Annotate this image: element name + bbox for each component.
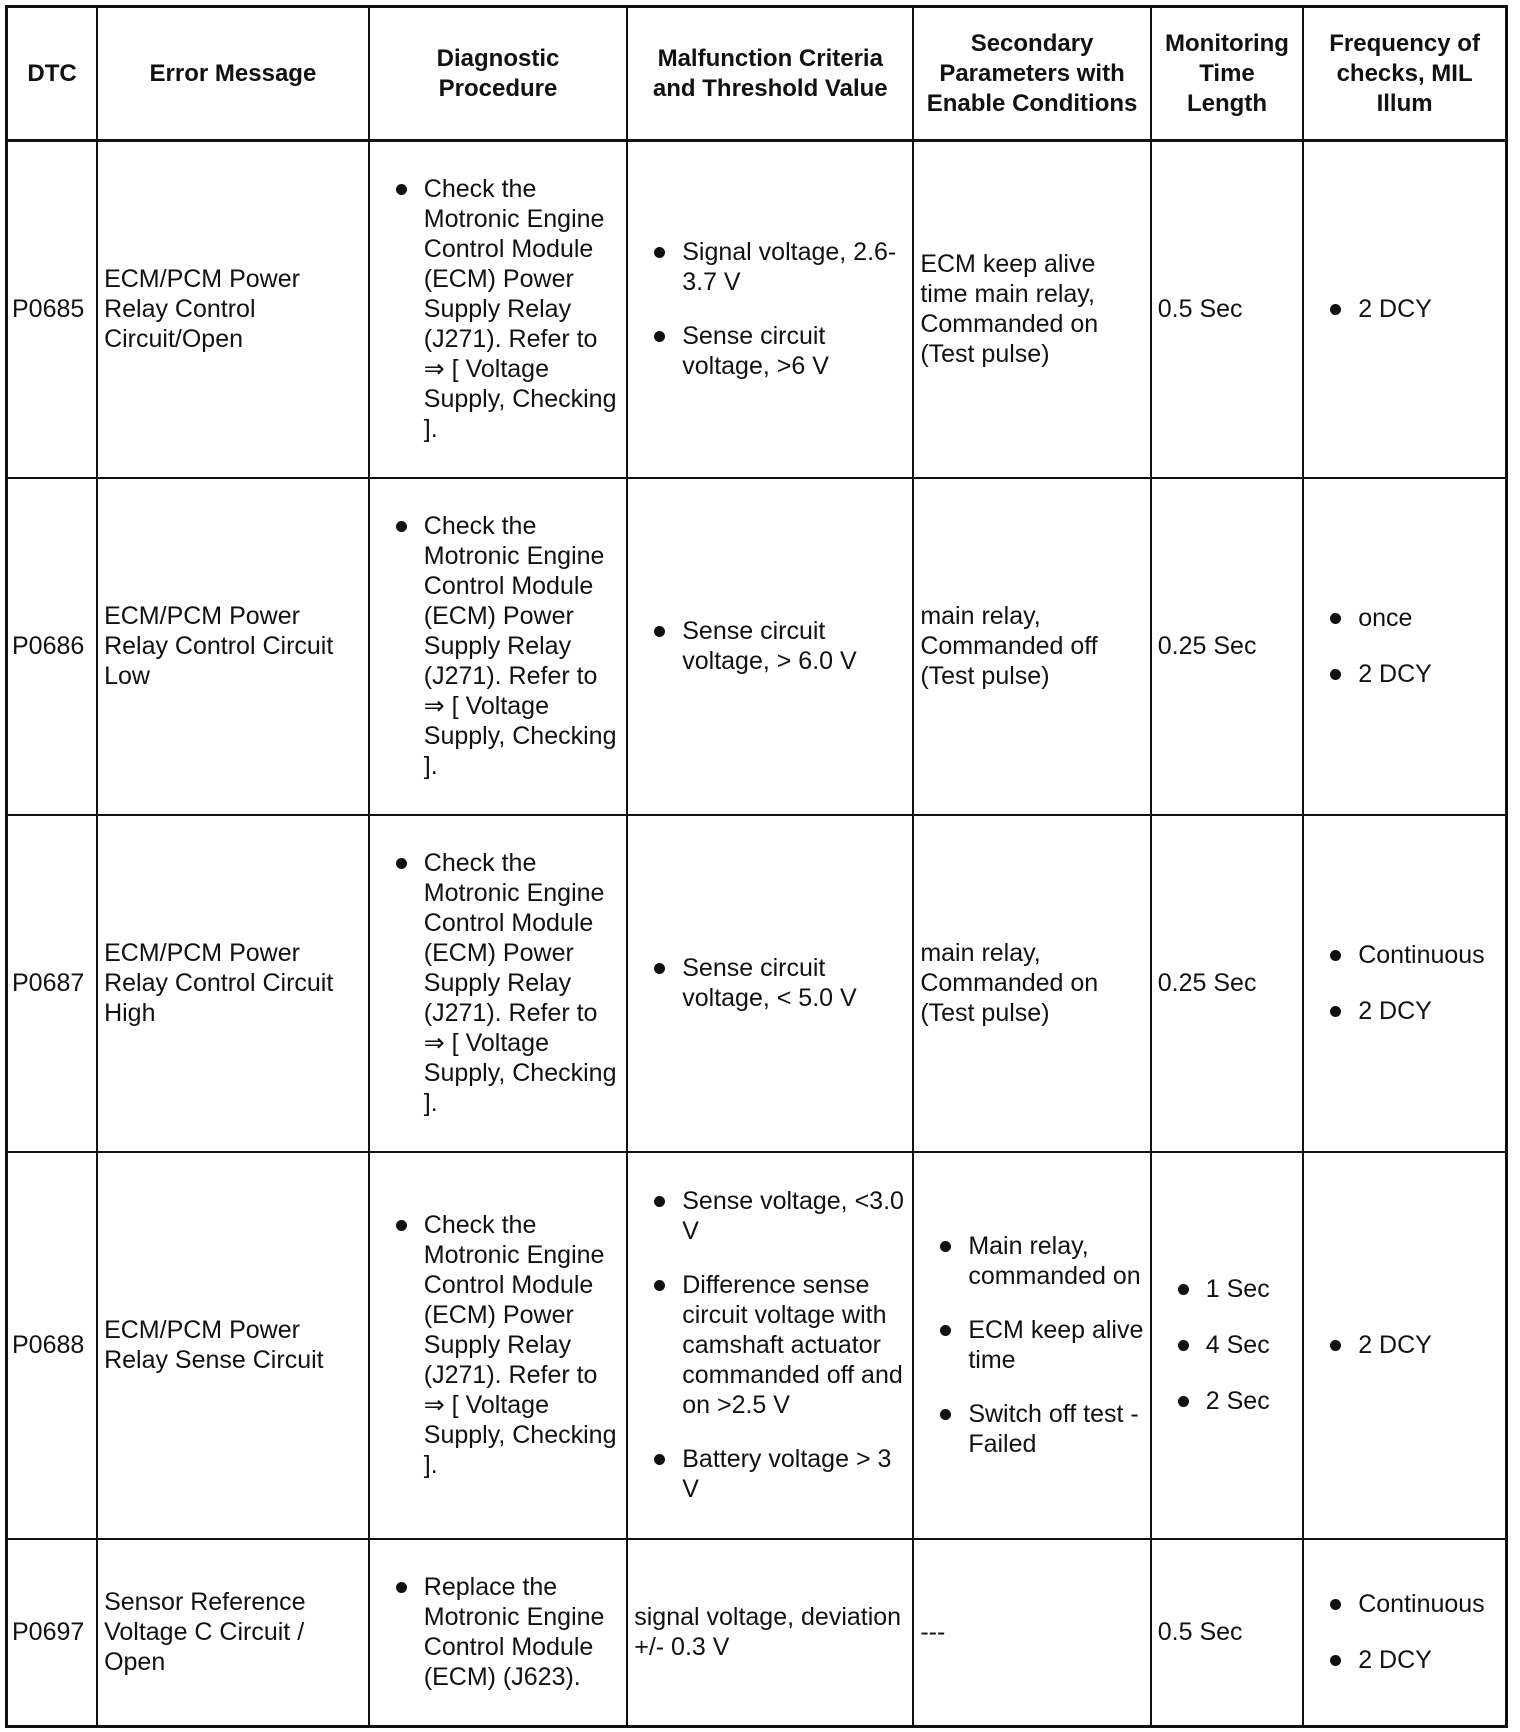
header-dtc: DTC — [7, 7, 98, 141]
dtc-code: P0697 — [7, 1539, 98, 1727]
secondary-parameters: --- — [913, 1539, 1150, 1727]
malfunction-criteria — [627, 1152, 913, 1539]
malfunction-criteria — [627, 478, 913, 815]
frequency-item: Continuous — [1310, 940, 1499, 970]
frequency-item: 2 DCY — [1310, 294, 1499, 324]
error-message: ECM/PCM Power Relay Control Circuit/Open — [97, 141, 369, 478]
criteria-item: Battery voltage > 3 V — [634, 1444, 906, 1504]
frequency-item: 2 DCY — [1310, 1645, 1499, 1675]
dtc-code: P0686 — [7, 478, 98, 815]
secondary-parameters: ECM keep alive time main relay, Commanded on (Test pulse) — [913, 141, 1150, 478]
table-row — [7, 478, 1507, 815]
table-row — [7, 1152, 1507, 1539]
secondary-item: Main relay, commanded on — [920, 1231, 1143, 1291]
header-secondary-parameters: Secondary Parameters with Enable Conditions — [913, 7, 1150, 141]
frequency-item: 2 DCY — [1310, 659, 1499, 689]
header-error-message: Error Message — [97, 7, 369, 141]
criteria-item: Sense circuit voltage, < 5.0 V — [634, 953, 906, 1013]
secondary-parameters — [913, 1152, 1150, 1539]
diagnostic-procedure — [369, 1539, 627, 1727]
diagnostic-procedure — [369, 1152, 627, 1539]
diagnostic-procedure — [369, 478, 627, 815]
frequency — [1303, 1539, 1506, 1727]
secondary-parameters: main relay, Commanded off (Test pulse) — [913, 478, 1150, 815]
frequency-item: once — [1310, 603, 1499, 633]
dtc-code: P0687 — [7, 815, 98, 1152]
criteria-item: Signal voltage, 2.6-3.7 V — [634, 237, 906, 297]
procedure-item: Replace the Motronic Engine Control Module (ECM) (J623). — [376, 1572, 620, 1692]
monitoring-item: 4 Sec — [1158, 1330, 1296, 1360]
procedure-item: Check the Motronic Engine Control Module (ECM) Power Supply Relay (J271). Refer to ⇒ [ Voltage Supply, Checking ]. — [376, 848, 620, 1118]
error-message: Sensor Reference Voltage C Circuit / Open — [97, 1539, 369, 1727]
header-diagnostic-procedure: Diagnostic Procedure — [369, 7, 627, 141]
monitoring-time: 0.5 Sec — [1151, 1539, 1303, 1727]
diagnostic-procedure — [369, 815, 627, 1152]
error-message: ECM/PCM Power Relay Sense Circuit — [97, 1152, 369, 1539]
frequency — [1303, 141, 1506, 478]
secondary-parameters: main relay, Commanded on (Test pulse) — [913, 815, 1150, 1152]
procedure-item: Check the Motronic Engine Control Module (ECM) Power Supply Relay (J271). Refer to ⇒ [ Voltage Supply, Checking ]. — [376, 174, 620, 444]
frequency-item: 2 DCY — [1310, 1330, 1499, 1360]
procedure-item: Check the Motronic Engine Control Module (ECM) Power Supply Relay (J271). Refer to ⇒ [ Voltage Supply, Checking ]. — [376, 511, 620, 781]
table-row — [7, 1539, 1507, 1727]
secondary-item: ECM keep alive time — [920, 1315, 1143, 1375]
monitoring-time: 0.25 Sec — [1151, 478, 1303, 815]
error-message: ECM/PCM Power Relay Control Circuit High — [97, 815, 369, 1152]
frequency — [1303, 478, 1506, 815]
header-row — [7, 7, 1507, 141]
monitoring-time — [1151, 1152, 1303, 1539]
procedure-item: Check the Motronic Engine Control Module (ECM) Power Supply Relay (J271). Refer to ⇒ [ Voltage Supply, Checking ]. — [376, 1210, 620, 1480]
criteria-item: Sense circuit voltage, > 6.0 V — [634, 616, 906, 676]
secondary-item: Switch off test - Failed — [920, 1399, 1143, 1459]
dtc-table — [5, 5, 1508, 1728]
header-malfunction-criteria: Malfunction Criteria and Threshold Value — [627, 7, 913, 141]
monitoring-item: 2 Sec — [1158, 1386, 1296, 1416]
criteria-item: Sense circuit voltage, >6 V — [634, 321, 906, 381]
table-row — [7, 815, 1507, 1152]
frequency-item: Continuous — [1310, 1589, 1499, 1619]
frequency — [1303, 815, 1506, 1152]
criteria-item: Sense voltage, <3.0 V — [634, 1186, 906, 1246]
header-frequency: Frequency of checks, MIL Illum — [1303, 7, 1506, 141]
malfunction-criteria — [627, 815, 913, 1152]
table-row — [7, 141, 1507, 478]
frequency-item: 2 DCY — [1310, 996, 1499, 1026]
malfunction-criteria: signal voltage, deviation +/- 0.3 V — [627, 1539, 913, 1727]
error-message: ECM/PCM Power Relay Control Circuit Low — [97, 478, 369, 815]
monitoring-time: 0.25 Sec — [1151, 815, 1303, 1152]
dtc-code: P0685 — [7, 141, 98, 478]
monitoring-time: 0.5 Sec — [1151, 141, 1303, 478]
dtc-code: P0688 — [7, 1152, 98, 1539]
criteria-item: Difference sense circuit voltage with camshaft actuator commanded off and on >2.5 V — [634, 1270, 906, 1420]
diagnostic-procedure — [369, 141, 627, 478]
frequency — [1303, 1152, 1506, 1539]
monitoring-item: 1 Sec — [1158, 1274, 1296, 1304]
header-monitoring-time: Monitoring Time Length — [1151, 7, 1303, 141]
malfunction-criteria — [627, 141, 913, 478]
